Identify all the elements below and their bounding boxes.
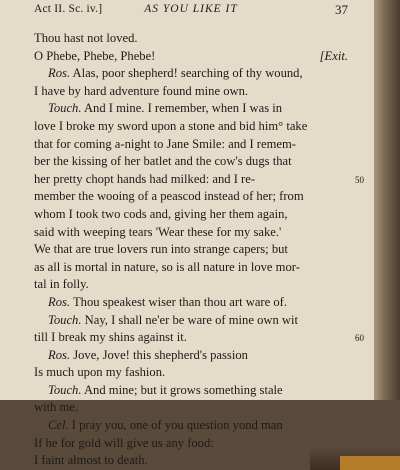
line-number: 60 xyxy=(355,333,364,344)
line-text: with me. xyxy=(34,400,79,415)
text-line xyxy=(34,153,352,171)
line-text: Nay, I shall ne'er be ware of mine own wit xyxy=(81,312,299,327)
text-line xyxy=(34,399,352,417)
text-line xyxy=(34,118,352,136)
text-line xyxy=(34,276,352,294)
speaker-name: Ros. xyxy=(48,347,71,362)
play-text xyxy=(34,30,364,470)
line-text: Thou hast not loved. xyxy=(34,31,138,45)
line-text: I have by hard adventure found mine own. xyxy=(34,83,249,98)
line-text: I pray you, one of you question yond man xyxy=(68,418,283,433)
line-text: whom I took two cods and, giving her them again, xyxy=(34,206,288,221)
line-text: Jove, Jove! this shepherd's passion xyxy=(70,347,248,362)
text-line xyxy=(34,417,352,435)
line-text: Is much upon my fashion. xyxy=(34,365,166,380)
text-line xyxy=(34,259,352,277)
text-line xyxy=(34,435,352,453)
line-text: as all is mortal in nature, so is all nature in love mor- xyxy=(34,259,300,274)
line-text: Thou speakest wiser than thou art ware of. xyxy=(70,294,287,309)
speaker-name: Cel. xyxy=(48,418,69,433)
line-text: We that are true lovers run into strange capers; but xyxy=(34,242,288,257)
text-line xyxy=(34,83,352,101)
stage-direction: [Exit. xyxy=(319,48,348,63)
running-title: AS YOU LIKE IT xyxy=(144,3,238,15)
line-text: ber the kissing of her batlet and the cow's dugs that xyxy=(34,154,292,169)
speaker-name: Touch. xyxy=(48,101,82,116)
speaker-name: Touch. xyxy=(48,312,82,327)
speaker-name: Touch. xyxy=(48,382,82,397)
text-line xyxy=(34,364,352,382)
line-text: And I mine. I remember, when I was in xyxy=(81,101,283,116)
text-line xyxy=(34,171,364,189)
background-object xyxy=(340,456,400,470)
text-line xyxy=(34,329,364,347)
text-line xyxy=(34,136,352,154)
act-scene-label: Act II. Sc. iv.] xyxy=(34,3,103,15)
line-text: Alas, poor shepherd! searching of thy wound, xyxy=(70,66,303,81)
line-text: that for coming a-night to Jane Smile: and I remem- xyxy=(34,136,296,151)
page-number: 37 xyxy=(335,2,348,17)
page-gutter-shadow xyxy=(374,0,400,400)
line-text: O Phebe, Phebe, Phebe! xyxy=(34,48,156,63)
line-text: her pretty chopt hands had milked: and I re- xyxy=(34,171,256,186)
text-line xyxy=(34,382,352,400)
line-text: If he for gold will give us any food: xyxy=(34,435,214,450)
text-line xyxy=(34,452,352,470)
line-number: 50 xyxy=(355,174,364,185)
speaker-name: Ros. xyxy=(48,66,71,81)
line-text: member the wooing of a peascod instead of her; from xyxy=(34,189,304,204)
text-line xyxy=(34,224,352,242)
text-line xyxy=(34,206,352,224)
line-text: said with weeping tears 'Wear these for my sake.' xyxy=(34,224,282,239)
line-text: And mine; but it grows something stale xyxy=(81,382,283,397)
text-line xyxy=(34,30,352,48)
text-line xyxy=(34,294,352,312)
running-header xyxy=(34,3,348,19)
line-text: till I break my shins against it. xyxy=(34,330,187,345)
speaker-name: Ros. xyxy=(48,294,71,309)
text-line xyxy=(34,65,352,83)
text-line xyxy=(34,188,352,206)
text-line xyxy=(34,241,352,259)
text-line xyxy=(34,100,352,118)
line-text: I faint almost to death. xyxy=(34,453,148,468)
text-line xyxy=(34,347,352,365)
line-text: love I broke my sword upon a stone and bid him° take xyxy=(34,118,308,133)
text-line xyxy=(34,48,352,66)
text-line xyxy=(34,312,352,330)
line-text: tal in folly. xyxy=(34,277,89,292)
